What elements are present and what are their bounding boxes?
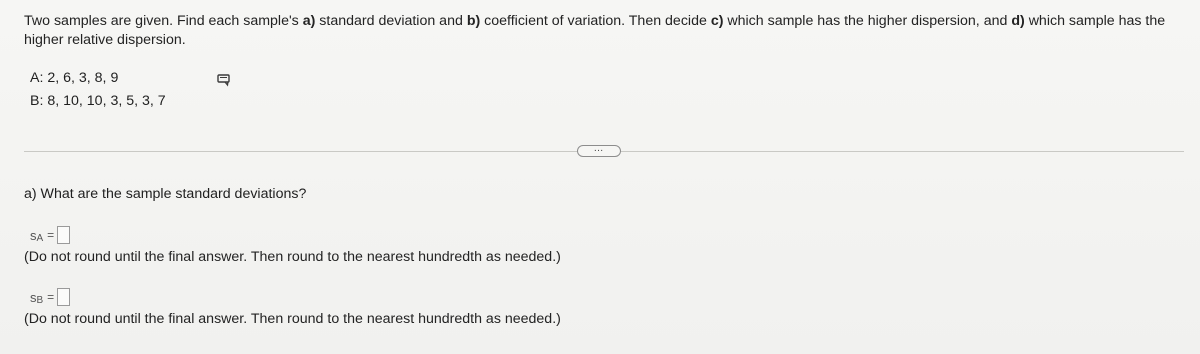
question-a-label: a)	[302, 13, 316, 29]
sample-data	[30, 67, 166, 113]
sa-hint: (Do not round until the final answer. Then round to the nearest hundredth as needed.)	[24, 249, 561, 265]
answer-row-sa	[30, 226, 70, 244]
question-b-label: b)	[466, 13, 481, 29]
sample-b: B: 8, 10, 10, 3, 5, 3, 7	[30, 93, 166, 109]
copy-data-icon[interactable]	[216, 72, 232, 88]
answer-row-sb	[30, 288, 70, 306]
question-d-label: d)	[1011, 13, 1025, 29]
sb-equals: =	[47, 290, 55, 304]
part-a-prompt: a) What are the sample standard deviations?	[24, 186, 307, 202]
sb-subscript: B	[36, 294, 44, 306]
sa-equals: =	[47, 228, 55, 242]
question-a-text: standard deviation and	[319, 13, 463, 29]
question-b-text: coefficient of variation. Then decide	[484, 13, 707, 29]
sb-answer-input[interactable]	[57, 288, 70, 306]
sb-hint: (Do not round until the final answer. Then round to the nearest hundredth as needed.)	[24, 311, 561, 327]
sa-variable: s	[30, 227, 37, 243]
sample-a: A: 2, 6, 3, 8, 9	[30, 70, 119, 86]
question-c-label: c)	[710, 13, 724, 29]
expand-more-button[interactable]: …	[577, 145, 621, 157]
sa-answer-input[interactable]	[57, 226, 70, 244]
sb-variable: s	[30, 289, 37, 305]
question-d-text: which sample has the higher relative dispersion.	[24, 13, 1166, 48]
question-c-text: which sample has the higher dispersion, and	[727, 13, 1008, 29]
question-text	[24, 12, 1184, 50]
sa-subscript: A	[36, 232, 44, 244]
question-intro: Two samples are given. Find each sample's	[24, 13, 299, 29]
